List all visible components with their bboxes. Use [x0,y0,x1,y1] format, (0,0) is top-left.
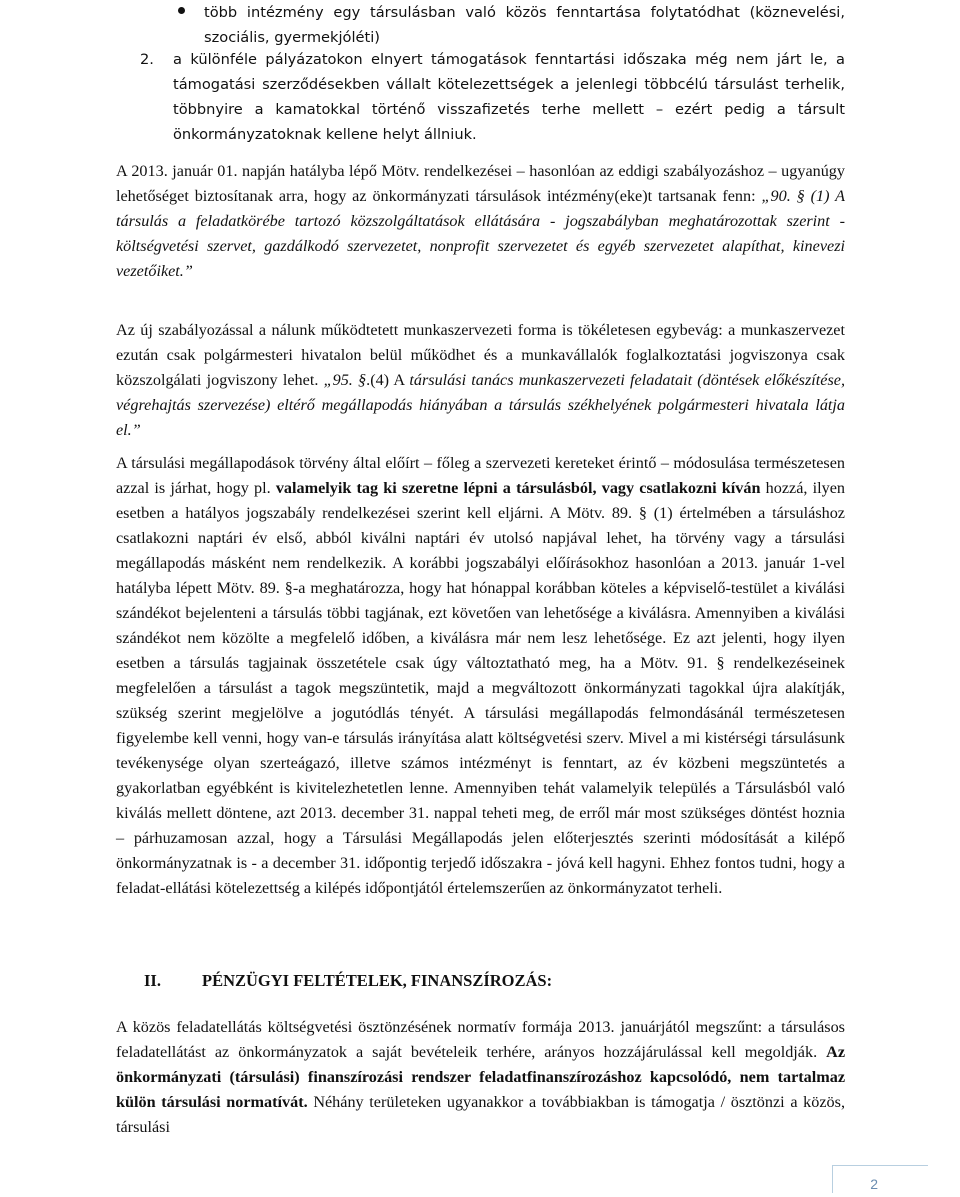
paragraph-2-quote-rest: társulási tanács munkaszervezeti feladatait (döntések előkészítése, végrehajtás szervezése) eltérő megállapodás hiányában a társulás székhelyének polgármesteri hivatala látja el.” [116,371,845,439]
list-item-text: a különféle pályázatokon elnyert támogatások fenntartási időszaka még nem járt le, a támogatási szerződésekben vállalt kötelezettségek a jelenlegi többcélú társulást terhelik, többnyire a kamatokkal történő visszafizetés terhe mellett – ezért pedig a társult önkormányzatoknak kellene helyt állniuk. [173,51,845,143]
paragraph-2-quote-mid: .(4) A [366,371,410,389]
list-item-numbered [140,47,845,147]
list-item-bullet [204,0,845,50]
paragraph-3-text-a: A társulási megállapodások törvény által előírt – főleg a szervezeti kereteket érintő – módosulása természetesen azzal is járhat, hogy pl. [116,454,845,497]
paragraph-1-text: A 2013. január 01. napján hatályba lépő Mötv. rendelkezései – hasonlóan az eddigi szabályozáshoz – ugyanúgy lehetőséget biztosítanak arra, hogy az önkormányzati társulások intézmény(eke)t tartsanak fenn: [116,162,845,205]
paragraph-3-text-b: hozzá, ilyen esetben a hatályos jogszabály rendelkezései szerint kell eljárni. A Mötv. 89. § (1) értelmében a társuláshoz csatlakozni naptári év első, abból kiválni naptári év utolsó napjával lehet, ha törvény vagy a társulási megállapodás másként nem rendelkezik. A korábbi jogszabályi előírásokhoz hasonlóan a 2013. január 1-vel hatályba lépett Mötv. 89. §-a meghatározza, hogy hat hónappal korábban köteles a képviselő-testület a kiválási szándékot bejelenteni a társulás többi tagjának, ezt követően van lehetősége a kiválásra. Amennyiben a kiválási szándékot nem közölte a megfelelő időben, a kiválásra már nem lesz lehetősége. Ez azt jelenti, hogy ilyen esetben a társulás tagjainak összetétele csak úgy változtatható meg, ha a Mötv. 91. § rendelkezéseinek megfelelően a társulást a tagok megszüntetik, majd a megváltozott önkormányzati tagokkal újra alakítják, szükség szerint megjelölve a jogutódlás tényét. A társulási megállapodás felmondásánál természetesen figyelembe kell venni, hogy van-e társulás irányítása alatt költségvetési szerv. Mivel a mi kistérségi társulásunk tevékenysége olyan szerteágazó, illetve számos intézményt is fenntart, az év közbeni megszüntetés a gyakorlatban egyébként is kivitelezhetetlen lenne. Amennyiben tehát valamelyik település a Társulásból való kiválás mellett döntene, azt 2013. december 31. nappal teheti meg, de erről már most szükséges döntést hoznia – párhuzamosan azzal, hogy a Társulási Megállapodás jelen előterjesztés szerinti módosítását a kilépő önkormányzatnak is - a december 31. időpontig terjedő időszakra - jóvá kell hagyni. Ehhez fontos tudni, hogy a feladat-ellátási kötelezettség a kilépés időpontjától értelemszerűen az önkormányzatot terheli. [116,479,845,897]
paragraph-4-text-b: Néhány területeken ugyanakkor a továbbiakban is támogatja / ösztönzi a közös, társulási [116,1093,845,1136]
paragraph-2-text: Az új szabályozással a nálunk működtetett munkaszervezeti forma is tökéletesen egybevág: a munkaszervezet ezután csak polgármesteri hivatalon belül működhet és a munkavállalók foglalkoztatási jogviszonya csak közszolgálati jogviszony lehet. [116,321,845,389]
bullet-point [178,7,185,14]
paragraph-1 [116,159,845,284]
page-number-frame [832,1165,928,1193]
bullet-text: több intézmény egy társulásban való közös fenntartása folytatódhat (köznevelési, szociális, gyermekjóléti) [204,4,845,46]
paragraph-1-quote: „90. § (1) A társulás a feladatkörébe tartozó közszolgáltatások ellátására - jogszabályban meghatározottak szerint - költségvetési szervet, gazdálkodó szervezetet, nonprofit szervezetet és egyéb szervezetet alapíthat, kinevezi vezetőiket.” [116,187,845,280]
paragraph-2-quote-start: „95. § [323,371,367,389]
list-number: 2. [140,51,154,68]
paragraph-2 [116,318,845,443]
page-number: 2 [870,1176,878,1192]
section-number: II. [144,971,161,990]
paragraph-3-bold: valamelyik tag ki szeretne lépni a társulásból, vagy csatlakozni kíván [275,479,761,497]
paragraph-4 [116,1015,845,1140]
paragraph-4-text-a: A közös feladatellátás költségvetési ösztönzésének normatív formája 2013. januárjától megszűnt: a társulásos feladatellátást az önkormányzatok a saját bevételeik terhére, arányos hozzájárulással kell megoldják. [116,1018,845,1061]
section-title: PÉNZÜGYI FELTÉTELEK, FINANSZÍROZÁS: [202,971,553,990]
paragraph-4-bold: Az önkormányzati (társulási) finanszírozási rendszer feladatfinanszírozáshoz kapcsolódó, nem tartalmaz külön társulási normatívát. [116,1043,845,1111]
section-heading [144,968,552,993]
paragraph-3 [116,451,845,901]
